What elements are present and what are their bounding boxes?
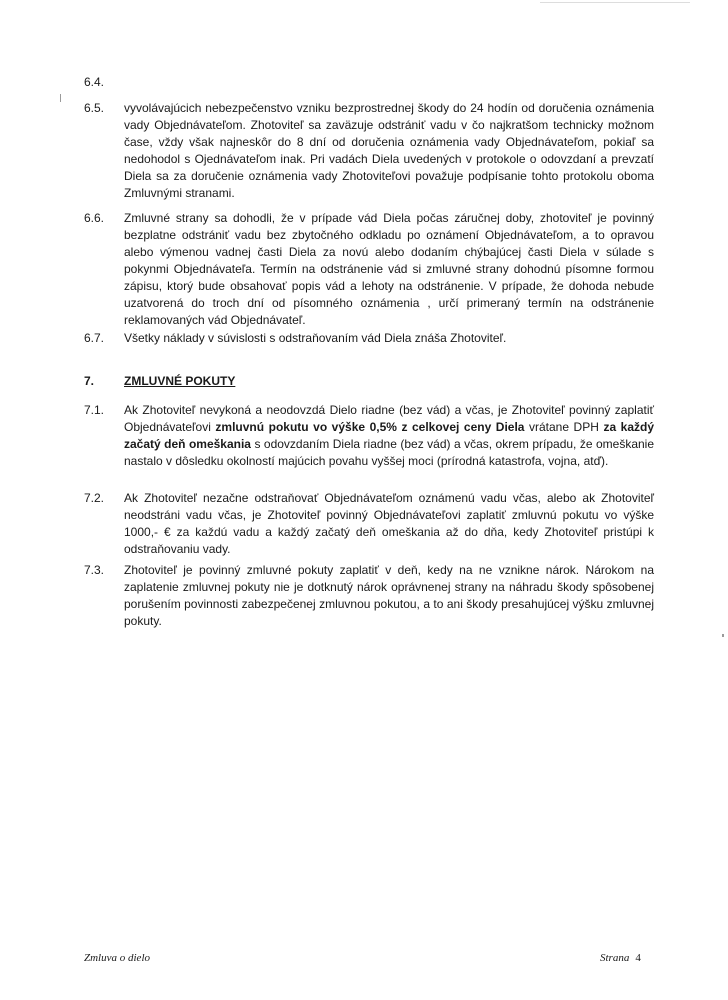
clause-number: 6.6. [84, 211, 105, 225]
text-run: vrátane DPH [524, 420, 604, 434]
clause-number: 7.1. [84, 403, 105, 417]
section-title: ZMLUVNÉ POKUTY [124, 374, 236, 388]
text-run: s odovzdaním Diela riadne (bez vád) a včas, okrem prípadu, že omeškanie nastalo v dôsledku okolností majúcich povahu vyššej moci (prírodná katastrofa, vojna, atď). [124, 437, 655, 468]
clause-number: 6.7. [84, 331, 105, 345]
clause-6-5 [84, 100, 654, 202]
clause-text [124, 402, 654, 470]
penalty-amount-text: zmluvnú pokutu vo výške 0,5% z celkovej ceny Diela [215, 420, 525, 434]
clause-7-2 [84, 490, 654, 558]
section-number: 7. [84, 374, 95, 388]
clause-7-1 [84, 402, 654, 470]
clause-6-7 [84, 330, 654, 347]
clause-number: 6.5. [84, 101, 105, 115]
clause-number: 7.2. [84, 491, 105, 505]
clause-text: vyvolávajúcich nebezpečenstvo vzniku bezprostrednej škody do 24 hodín od doručenia oznámenia vady Objednávateľom. Zhotoviteľ sa zaväzuje odstrániť vadu v čo najkratšom technicky možnom čase, vždy však najneskôr do 8 dní od doručenia oznámenia vady Objednávateľom, pokiaľ sa nedohodol s Ojednávateľom inak. Pri vadách Diela uvedených v protokole o odovzdaní a prevzatí Diela sa za doručenie oznámenia vady Zhotoviteľovi považuje podpísanie tohto protokolu oboma Zmluvnými stranami. [124, 101, 654, 200]
page-number: 4 [635, 952, 641, 964]
scan-edge-mark [60, 94, 61, 102]
clause-7-3 [84, 562, 654, 630]
clause-text: Ak Zhotoviteľ nezačne odstraňovať Objednávateľom oznámenú vadu včas, alebo ak Zhotoviteľ neodstráni vadu včas, je Zhotoviteľ povinný Objednávateľovi zaplatiť zmluvnú pokutu vo výške 1000,- € za každú vadu a každý začatý deň omeškania až do dňa, kedy Zhotoviteľ pristúpi k odstraňovaniu vady. [124, 491, 654, 556]
footer-page-number [600, 952, 641, 964]
clause-text: Zmluvné strany sa dohodli, že v prípade vád Diela počas záručnej doby, zhotoviteľ je povinný bezplatne odstrániť vadu bez zbytočného odkladu po oznámení Objednávateľom, a to opravou alebo výmenou vadnej časti Diela za novú alebo dodaním chýbajúcej časti Diela v súlade s pokynmi Objednávateľa. Termín na odstránenie vád si zmluvné strany dohodnú písomne formou zápisu, ktorý bude obsahovať popis vád a lehoty na odstránenie. V prípade, že dohoda nebude uzatvorená do troch dní od písomného oznámenia , určí primeraný termín na odstránenie reklamovaných vád Objednávateľ. [124, 211, 654, 327]
scan-edge-mark [540, 2, 690, 3]
clause-number: 6.4. [84, 75, 105, 89]
footer-document-title: Zmluva o dielo [84, 952, 150, 964]
clause-6-6 [84, 210, 654, 329]
scan-edge-mark [722, 634, 724, 637]
clause-text: Všetky náklady v súvislosti s odstraňovaním vád Diela znáša Zhotoviteľ. [124, 331, 507, 345]
clause-text: Zhotoviteľ je povinný zmluvné pokuty zaplatiť v deň, kedy na ne vznikne nárok. Nárokom na zaplatenie zmluvnej pokuty nie je dotknutý nárok oprávnenej strany na náhradu škody spôsobenej porušením povinnosti zabezpečenej zmluvnou pokutou, a to ani škody presahujúcej výšku zmluvnej pokuty. [124, 563, 654, 628]
text-run: Ak Zhotoviteľ nevykoná a neodovzdá Dielo riadne (bez vád) a včas, je Zhotoviteľ povinný zaplatiť Objednávateľovi [124, 403, 654, 434]
clause-number: 7.3. [84, 563, 105, 577]
penalty-period-text: za každý začatý deň omeškania [124, 420, 654, 451]
page-label: Strana [600, 952, 630, 964]
